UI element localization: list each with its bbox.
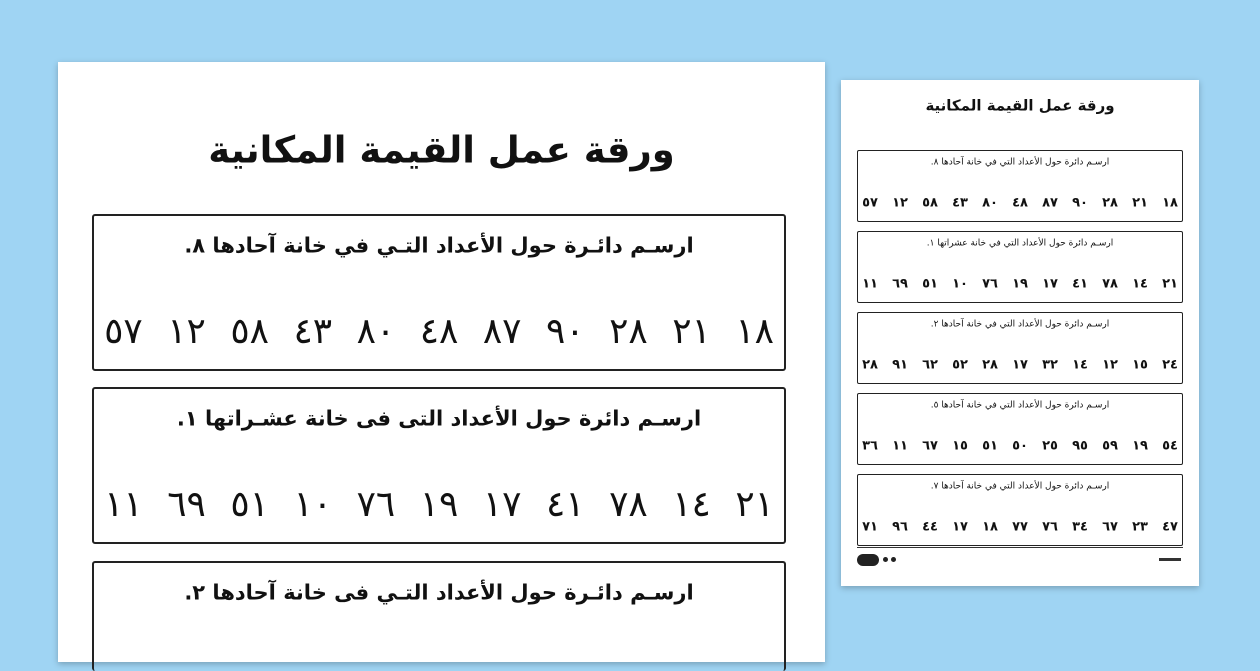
- number-item: ٨٧: [482, 311, 522, 352]
- exercise-question: ارسـم دائرة حول الأعداد التي في خانة آحادها ٨.: [930, 157, 1110, 168]
- exercise-question: ارسـم دائرة حول الأعداد التي في خانة آحادها ٧.: [930, 481, 1110, 492]
- number-item: ٨٠: [982, 195, 998, 211]
- number-item: ٤٣: [952, 195, 968, 211]
- number-item: ٥٧: [862, 195, 878, 211]
- number-item: ٩١: [892, 357, 908, 373]
- number-item: ٧١: [862, 519, 878, 535]
- number-item: ٢١: [735, 484, 774, 525]
- brand-logo-icon: [857, 554, 879, 566]
- number-item: ٥٤: [1162, 438, 1178, 454]
- number-item: ١٤: [1072, 357, 1088, 373]
- number-row: [862, 440, 1178, 453]
- number-item: ٤٤: [922, 519, 938, 535]
- exercise-box: [857, 393, 1183, 465]
- number-item: ٢٨: [609, 311, 648, 352]
- exercise-box: [857, 474, 1183, 546]
- number-item: ٥٨: [922, 195, 938, 211]
- number-item: ٢١: [1132, 195, 1148, 211]
- number-item: ٣٢: [1042, 357, 1058, 373]
- number-item: ١٢: [1102, 357, 1118, 373]
- number-row: [862, 521, 1178, 534]
- number-item: ١٢: [892, 195, 908, 211]
- exercise-box: [857, 150, 1183, 222]
- number-item: ٤١: [1072, 276, 1088, 292]
- number-item: ١٧: [1012, 357, 1028, 373]
- number-row: [104, 484, 774, 525]
- number-item: ٤٧: [1162, 519, 1178, 535]
- worksheet-title: ورقة عمل القيمة المكانية: [208, 128, 675, 172]
- number-item: ٩٥: [1072, 438, 1088, 454]
- number-item: ٥١: [922, 276, 938, 292]
- number-item: ١٩: [1012, 276, 1028, 292]
- number-item: ٥٩: [1102, 438, 1118, 454]
- number-item: ٢٨: [1102, 195, 1118, 211]
- number-item: ٥٠: [1012, 438, 1028, 454]
- number-item: ١٤: [672, 484, 711, 525]
- number-item: ٥٧: [104, 311, 143, 352]
- worksheet-page-large: [58, 62, 825, 662]
- number-item: ٢١: [1162, 276, 1178, 292]
- exercise-box: [92, 214, 786, 371]
- number-item: ٧٦: [1042, 519, 1058, 535]
- number-item: ٥٨: [230, 311, 269, 352]
- number-item: ٨٠: [356, 311, 396, 352]
- exercise-box: [857, 312, 1183, 384]
- exercise-box: [92, 561, 786, 671]
- number-item: ١٤: [1132, 276, 1148, 292]
- number-item: ٤١: [545, 484, 585, 525]
- number-item: ٩٦: [892, 519, 908, 535]
- footer-divider: [857, 547, 1183, 548]
- number-item: ١٨: [735, 311, 774, 352]
- number-item: ٢٤: [1162, 357, 1178, 373]
- number-item: ٦٢: [922, 357, 938, 373]
- exercise-question: ارسـم دائـرة حول الأعداد التـي في خانة آحادها ٨.: [184, 233, 694, 258]
- number-item: ٦٩: [167, 484, 206, 525]
- number-item: ١٩: [419, 484, 459, 525]
- number-item: ١٠: [293, 484, 333, 525]
- number-item: ١٧: [1042, 276, 1058, 292]
- number-item: ٧٨: [609, 484, 648, 525]
- number-item: ٦٧: [1102, 519, 1118, 535]
- number-item: ٢٥: [1042, 438, 1058, 454]
- number-row: [862, 359, 1178, 372]
- dots-icon: [883, 557, 896, 562]
- number-item: ١٧: [482, 484, 522, 525]
- worksheet-title: ورقة عمل القيمة المكانية: [925, 96, 1115, 115]
- exercise-question: ارسـم دائرة حول الأعداد التى فى خانة عشـراتها ١.: [176, 406, 702, 431]
- number-row: [862, 197, 1178, 210]
- number-item: ٧٧: [1012, 519, 1028, 535]
- number-item: ٩٠: [1072, 195, 1088, 211]
- number-item: ٥٢: [952, 357, 968, 373]
- number-item: ٧٨: [1102, 276, 1118, 292]
- number-item: ١٥: [952, 438, 968, 454]
- number-item: ١٨: [1162, 195, 1178, 211]
- exercise-box: [857, 231, 1183, 303]
- number-row: [104, 311, 774, 352]
- exercise-question: ارسـم دائرة حول الأعداد التي في خانة آحادها ٥.: [930, 400, 1110, 411]
- number-item: ١٢: [167, 311, 206, 352]
- number-item: ٢٣: [1132, 519, 1148, 535]
- number-item: ٣٦: [862, 438, 878, 454]
- number-item: ٤٨: [419, 311, 459, 352]
- number-item: ٤٨: [1012, 195, 1028, 211]
- number-item: ١٥: [1132, 357, 1148, 373]
- number-item: ١٠: [952, 276, 968, 292]
- exercise-question: ارسـم دائـرة حول الأعداد التـي فى خانة آحادها ٢.: [184, 580, 694, 605]
- number-item: ١٧: [952, 519, 968, 535]
- number-item: ١٩: [1132, 438, 1148, 454]
- number-item: ١٨: [982, 519, 998, 535]
- number-item: ٥١: [982, 438, 998, 454]
- number-item: ٣٤: [1072, 519, 1088, 535]
- exercise-box: [92, 387, 786, 544]
- number-item: ٧٦: [356, 484, 396, 525]
- number-row: [862, 278, 1178, 291]
- footer-mark-icon: [1159, 558, 1181, 561]
- exercise-question: ارسـم دائرة حول الأعداد التي في خانة آحادها ٢.: [930, 319, 1110, 330]
- number-item: ١١: [892, 438, 908, 454]
- number-item: ٢٨: [862, 357, 878, 373]
- number-item: ١١: [104, 484, 143, 525]
- number-item: ٥١: [230, 484, 269, 525]
- number-item: ٢١: [672, 311, 711, 352]
- number-item: ٨٧: [1042, 195, 1058, 211]
- number-item: ٧٦: [982, 276, 998, 292]
- worksheet-page-thumbnail: [841, 80, 1199, 586]
- number-item: ٩٠: [545, 311, 585, 352]
- number-item: ١١: [862, 276, 878, 292]
- number-item: ٢٨: [982, 357, 998, 373]
- number-item: ٤٣: [293, 311, 333, 352]
- exercise-question: ارسـم دائرة حول الأعداد التي في خانة عشراتها ١.: [926, 238, 1114, 249]
- number-item: ٦٧: [922, 438, 938, 454]
- number-item: ٦٩: [892, 276, 908, 292]
